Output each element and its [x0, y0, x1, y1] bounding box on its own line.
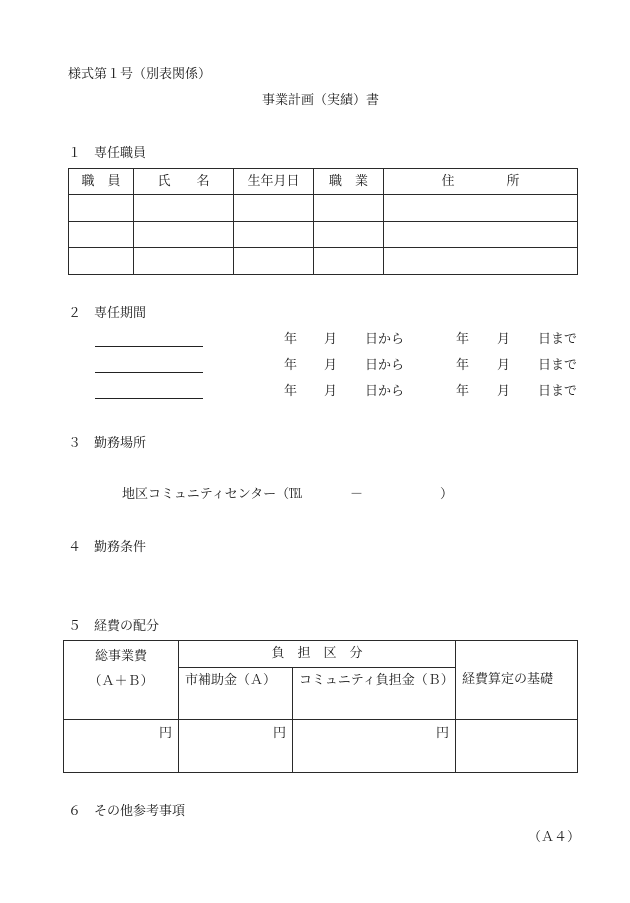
table-cell	[314, 248, 384, 275]
section-heading-expenses: ５ 経費の配分	[68, 619, 160, 634]
form-number: 様式第１号（別表関係）	[68, 67, 212, 82]
to-year-label: 年	[456, 384, 470, 399]
paper-size-note: （Ａ４）	[528, 830, 581, 845]
table-cell	[384, 248, 578, 275]
to-year-label: 年	[456, 332, 470, 347]
from-year-label: 年	[284, 358, 298, 373]
column-header-position: 職 員	[69, 169, 134, 195]
expense-table	[63, 640, 578, 773]
total-cost-label: 総事業費	[94, 649, 147, 664]
table-cell	[69, 195, 134, 222]
expense-amount-row	[64, 720, 578, 773]
community-burden-amount-cell: 円	[293, 720, 456, 773]
section-heading-workplace: ３ 勤務場所	[68, 436, 147, 451]
period-blank-line	[95, 346, 203, 347]
section-heading-staff: １ 専任職員	[68, 146, 147, 161]
to-day-label: 日まで	[538, 332, 578, 347]
column-header-occupation: 職 業	[314, 169, 384, 195]
from-month-label: 月	[324, 358, 338, 373]
to-day-label: 日まで	[538, 358, 578, 373]
total-cost-amount-cell: 円	[64, 720, 179, 773]
table-cell	[134, 222, 234, 248]
cost-basis-cell	[456, 720, 578, 773]
to-month-label: 月	[497, 358, 511, 373]
expense-header-row	[64, 641, 578, 668]
to-month-label: 月	[497, 384, 511, 399]
table-cell	[234, 195, 314, 222]
period-row	[0, 333, 630, 353]
to-month-label: 月	[497, 332, 511, 347]
section-heading-other: ６ その他参考事項	[68, 804, 186, 819]
period-row	[0, 359, 630, 379]
table-cell	[384, 222, 578, 248]
column-header-birthdate: 生年月日	[234, 169, 314, 195]
from-day-label: 日から	[365, 332, 405, 347]
phone-separator: －	[350, 487, 364, 502]
city-subsidy-amount-cell: 円	[179, 720, 293, 773]
from-day-label: 日から	[365, 358, 405, 373]
table-cell	[69, 248, 134, 275]
table-cell	[234, 248, 314, 275]
total-cost-formula: （Ａ＋Ｂ）	[88, 674, 154, 689]
city-subsidy-header: 市補助金（Ａ）	[179, 668, 293, 720]
table-row	[69, 195, 578, 222]
period-blank-line	[95, 398, 203, 399]
table-cell	[134, 195, 234, 222]
staff-table	[68, 168, 578, 275]
to-year-label: 年	[456, 358, 470, 373]
document-title: 事業計画（実績）書	[262, 93, 380, 108]
table-cell	[384, 195, 578, 222]
period-blank-line	[95, 372, 203, 373]
table-cell	[69, 222, 134, 248]
from-month-label: 月	[324, 384, 338, 399]
table-cell	[314, 195, 384, 222]
phone-close-paren: ）	[440, 487, 454, 502]
burden-category-header: 負 担 区 分	[179, 641, 456, 668]
period-row	[0, 385, 630, 405]
from-day-label: 日から	[365, 384, 405, 399]
column-header-name: 氏 名	[134, 169, 234, 195]
to-day-label: 日まで	[538, 384, 578, 399]
total-cost-header	[64, 641, 179, 720]
community-burden-header: コミュニティ負担金（Ｂ）	[293, 668, 456, 720]
from-year-label: 年	[284, 384, 298, 399]
from-year-label: 年	[284, 332, 298, 347]
staff-header-row	[69, 169, 578, 195]
cost-basis-header: 経費算定の基礎	[456, 641, 578, 720]
from-month-label: 月	[324, 332, 338, 347]
table-cell	[234, 222, 314, 248]
table-cell	[134, 248, 234, 275]
section-heading-conditions: ４ 勤務条件	[68, 540, 147, 555]
table-row	[69, 248, 578, 275]
column-header-address: 住 所	[384, 169, 578, 195]
community-center-label: 地区コミュニティセンター（℡	[122, 487, 303, 502]
table-row	[69, 222, 578, 248]
table-cell	[314, 222, 384, 248]
section-heading-period: ２ 専任期間	[68, 306, 147, 321]
